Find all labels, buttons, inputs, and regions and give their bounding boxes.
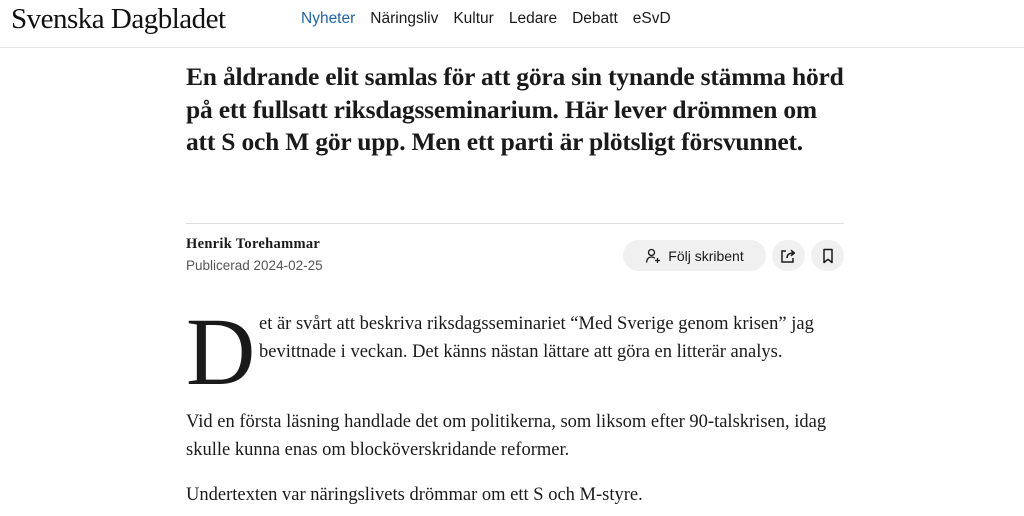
article-paragraph: Undertexten var näringslivets drömmar om ett S och M-styre. — [186, 485, 643, 505]
drop-cap: D — [186, 298, 256, 405]
main-nav — [301, 10, 686, 28]
nav-item-kultur[interactable]: Kultur — [453, 10, 494, 27]
share-icon — [780, 248, 797, 264]
bookmark-icon — [822, 248, 834, 264]
follow-author-label: Följ skribent — [668, 247, 744, 264]
share-button[interactable] — [772, 240, 805, 271]
person-plus-icon — [645, 248, 661, 264]
nav-item-naringsliv[interactable]: Näringsliv — [370, 10, 439, 27]
site-header — [0, 0, 1024, 48]
article-paragraph: Vid en första läsning handlade det om politikerna, som liksom efter 90-talskrisen, idag skulle kunna enas om blocköverskridande reformer. — [186, 412, 827, 460]
author-name[interactable]: Henrik Torehammar — [186, 236, 321, 252]
byline-divider — [186, 223, 844, 224]
article-paragraph: et är svårt att beskriva riksdagsseminariet “Med Sverige genom krisen” jag bevittnade i veckan. Det känns nästan lättare att göra en litterär analys. — [259, 314, 814, 362]
article-headline: En åldrande elit samlas för att göra sin tynande stämma hörd på ett fullsatt riksdagsseminarium. Här lever drömmen om att S och M gör upp. Men ett parti är plötsligt försvunnet. — [186, 62, 844, 156]
nav-item-debatt[interactable]: Debatt — [572, 10, 618, 27]
publish-date: Publicerad 2024-02-25 — [186, 258, 323, 273]
bookmark-button[interactable] — [811, 240, 844, 271]
follow-author-button[interactable] — [623, 240, 766, 271]
nav-item-nyheter[interactable]: Nyheter — [301, 10, 356, 27]
site-logo[interactable]: Svenska Dagbladet — [11, 3, 226, 35]
nav-item-esvd[interactable]: eSvD — [632, 10, 671, 27]
nav-item-ledare[interactable]: Ledare — [508, 10, 558, 27]
